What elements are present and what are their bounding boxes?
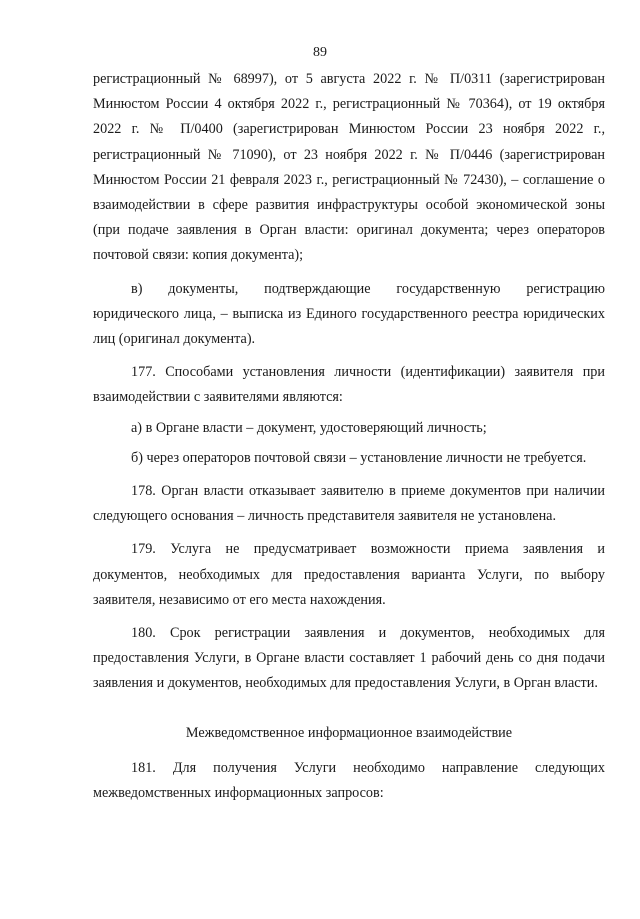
paragraph-item-v: в) документы, подтверждающие государственную регистрацию юридического лица, – выписка из Единого государственного реестра юридических лиц (оригинал документа). [93,280,605,348]
paragraph-177-a: а) в Органе власти – документ, удостоверяющий личность; [131,419,487,436]
paragraph-177: 177. Способами установления личности (идентификации) заявителя при взаимодействии с заявителями являются: [93,364,605,406]
paragraph-178: 178. Орган власти отказывает заявителю в приеме документов при наличии следующего основания – личность представителя заявителя не установлена. [93,483,605,525]
paragraph-180: 180. Срок регистрации заявления и документов, необходимых для предоставления Услуги, в Органе власти составляет 1 рабочий день со дня подачи заявления и документов, необходимых для предоставления Услуги, в Орган власти. [93,625,605,692]
paragraph-continuation: регистрационный № 68997), от 5 августа 2022 г. № П/0311 (зарегистрирован Минюстом России 4 октября 2022 г., регистрационный № 70364), от 19 октября 2022 г. № П/0400 (зарегистрирован Минюстом России 23 ноября 2022 г., регистрационный № 71090), от 23 ноября 2022 г. № П/0446 (зарегистрирован Минюстом России 21 февраля 2023 г., регистрационный № 72430), – соглашение о взаимодействии в сфере развития инфраструктуры особой экономической зоны (при подаче заявления в Орган власти: оригинал документа; через операторов почтовой связи: копия документа); [93,71,605,264]
paragraph-177-b: б) через операторов почтовой связи – установление личности не требуется. [131,449,587,466]
paragraph-179: 179. Услуга не предусматривает возможности приема заявления и документов, необходимых для предоставления варианта Услуги, по выбору заявителя, независимо от его места нахождения. [93,541,605,608]
page-number: 89 [313,45,327,60]
document-body [93,67,605,806]
paragraph-181: 181. Для получения Услуги необходимо направление следующих межведомственных информационных запросов: [93,759,605,802]
section-heading: Межведомственное информационное взаимодействие [185,724,513,741]
